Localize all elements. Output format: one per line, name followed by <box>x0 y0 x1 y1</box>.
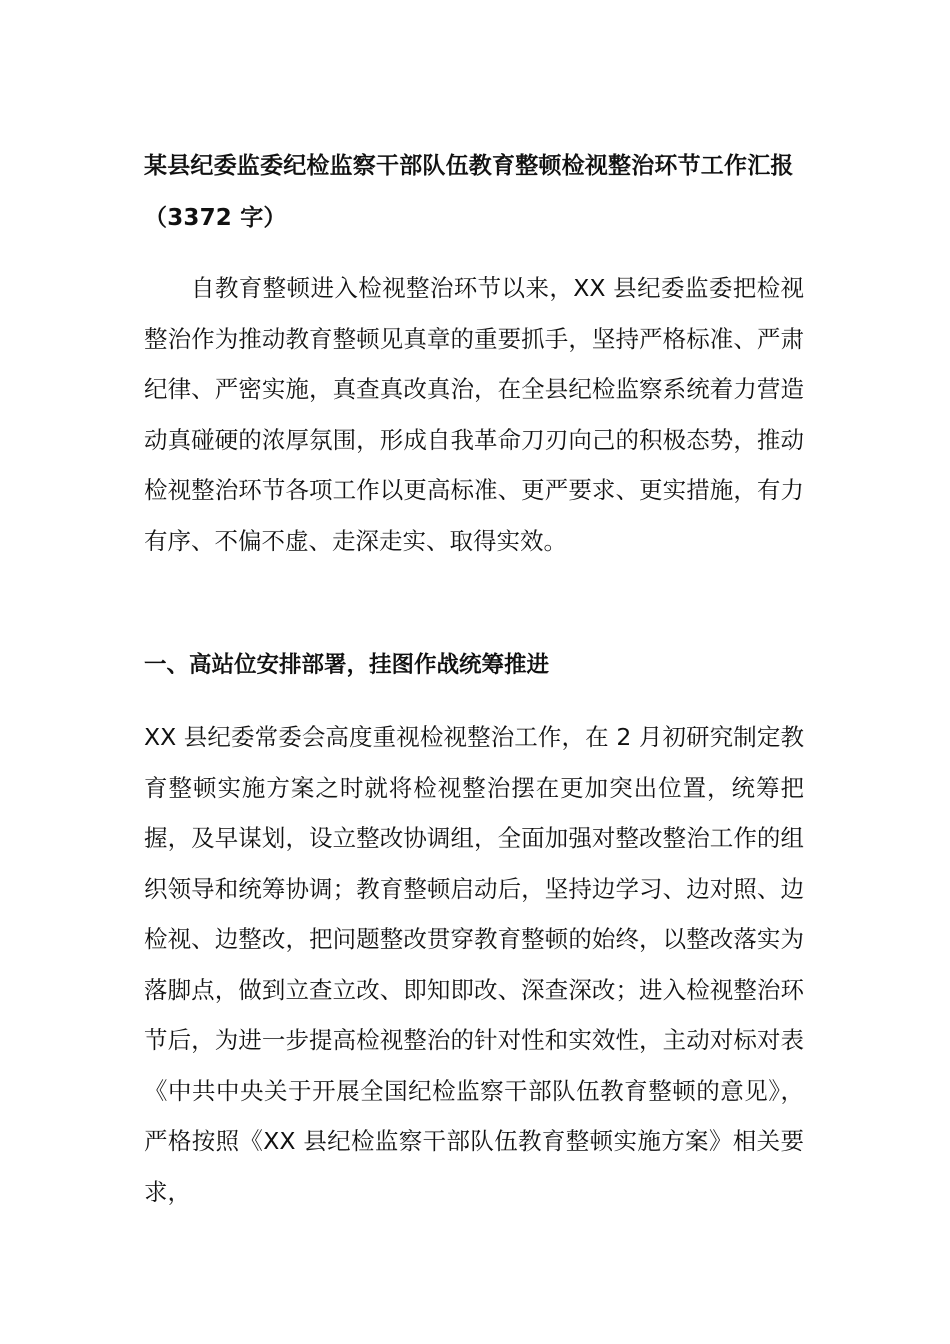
section-heading-1: 一、高站位安排部署，挂图作战统筹推进 <box>144 652 550 678</box>
document-title: 某县纪委监委纪检监察干部队伍教育整顿检视整治环节工作汇报（3372 字） <box>144 153 794 231</box>
intro-paragraph: 自教育整顿进入检视整治环节以来，XX 县纪委监委把检视整治作为推动教育整顿见真章的重要抓手，坚持严格标准、严肃纪律、严密实施，真查真改真治，在全县纪检监察系统着力营造动真碰硬的浓厚氛围，形成自我革命刀刃向己的积极态势，推动检视整治环节各项工作以更高标准、更严要求、更实措施，有力有序、不偏不虚、走深走实、取得实效。 <box>144 274 804 555</box>
section-paragraph-1: XX 县纪委常委会高度重视检视整治工作，在 2 月初研究制定教育整顿实施方案之时就将检视整治摆在更加突出位置，统筹把握，及早谋划，设立整改协调组，全面加强对整改整治工作的组织领导和统筹协调；教育整顿启动后，坚持边学习、边对照、边检视、边整改，把问题整改贯穿教育整顿的始终，以整改落实为落脚点，做到立查立改、即知即改、深查深改；进入检视整治环节后，为进一步提高检视整治的针对性和实效性，主动对标对表《中共中央关于开展全国纪检监察干部队伍教育整顿的意见》，严格按照《XX 县纪检监察干部队伍教育整顿实施方案》相关要求， <box>144 723 804 1206</box>
